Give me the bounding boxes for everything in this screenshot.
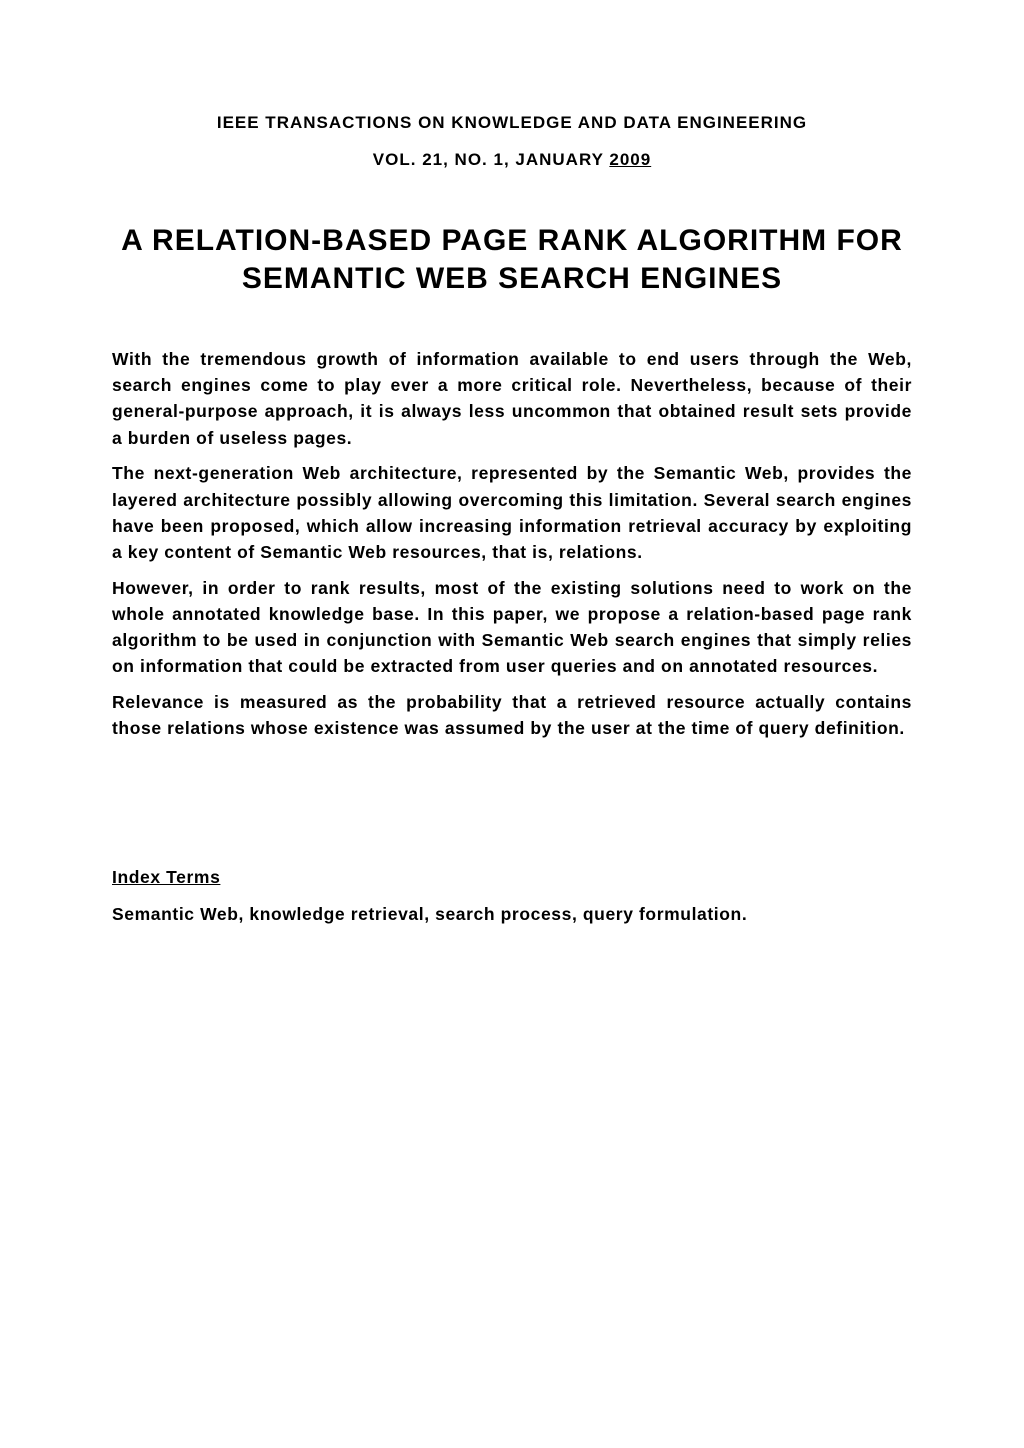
issue-year: 2009 (609, 150, 652, 169)
journal-issue (0, 150, 1024, 170)
index-terms-heading: Index Terms (112, 867, 221, 887)
index-terms-text: Semantic Web, knowledge retrieval, search process, query formulation. (112, 904, 748, 924)
journal-name: IEEE TRANSACTIONS ON KNOWLEDGE AND DATA ENGINEERING (216, 113, 808, 132)
issue-text: VOL. 21, NO. 1, JANUARY (372, 150, 610, 169)
abstract-paragraph: However, in order to rank results, most of the existing solutions need to work on the whole annotated knowledge base. In this paper, we propose a relation-based page rank algorithm to be used in conjunction with Semantic Web search engines that simply relies on information that could be extracted from user queries and on annotated resources. (112, 577, 912, 677)
title-line-2: SEMANTIC WEB SEARCH ENGINES (241, 262, 783, 295)
abstract-paragraph: With the tremendous growth of information available to end users through the Web, search engines come to play ever a more critical role. Nevertheless, because of their general-purpose approach, it is always less uncommon that obtained result sets provide a burden of useless pages. (112, 349, 912, 448)
abstract-paragraph: The next-generation Web architecture, represented by the Semantic Web, provides the layered architecture possibly allowing overcoming this limitation. Several search engines have been proposed, which allow increasing information retrieval accuracy by exploiting a key content of Semantic Web resources, that is, relations. (112, 463, 912, 563)
abstract (112, 346, 912, 751)
title-line-1: A RELATION-BASED PAGE RANK ALGORITHM FOR (121, 224, 903, 257)
abstract-paragraph: Relevance is measured as the probability that a retrieved resource actually contains those relations whose existence was assumed by the user at the time of query definition. (112, 692, 912, 739)
paper-title (100, 222, 924, 298)
